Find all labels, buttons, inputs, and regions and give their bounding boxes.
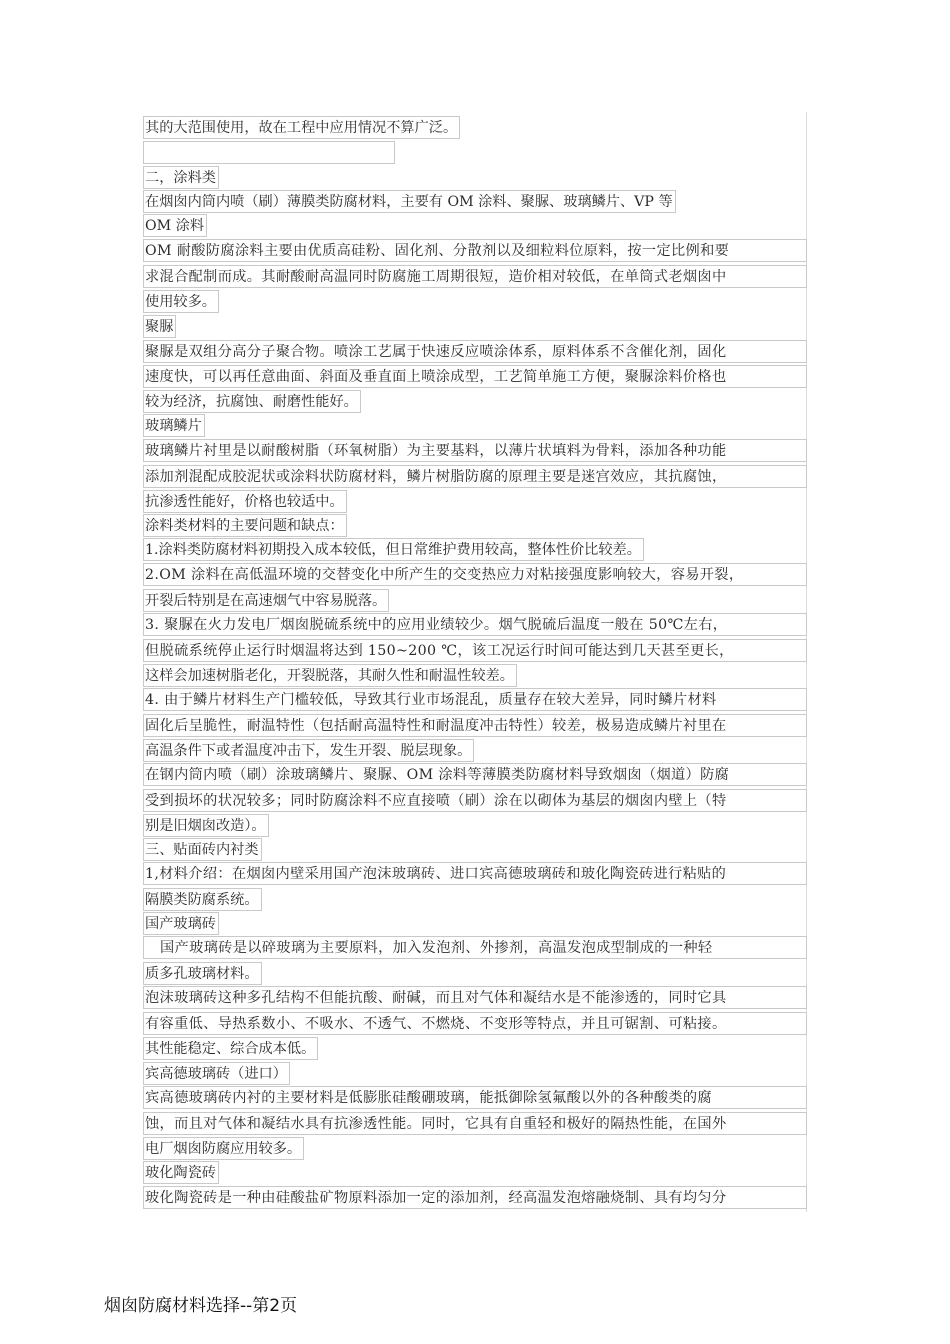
- list-item: 2.OM 涂料在高低温环境的交替变化中所产生的交变热应力对粘接强度影响较大，容易开裂，: [143, 563, 807, 586]
- text-line: 电厂烟囱防腐应用较多。: [143, 1137, 304, 1160]
- text-line: 国产玻璃砖是以碎玻璃为主要原料，加入发泡剂、外掺剂，高温发泡成型制成的一种轻: [143, 936, 807, 959]
- text-line: OM 耐酸防腐涂料主要由优质高硅粉、固化剂、分散剂以及细粒料位原料，按一定比例和要: [143, 239, 807, 262]
- section-heading: 二，涂料类: [143, 166, 219, 189]
- subheading: 玻璃鳞片: [143, 414, 205, 437]
- text-line: 泡沫玻璃砖这种多孔结构不但能抗酸、耐碱，而且对气体和凝结水是不能渗透的，同时它具: [143, 986, 807, 1009]
- text-line: 蚀，而且对气体和凝结水具有抗渗透性能。同时，它具有自重轻和极好的隔热性能，在国外: [143, 1112, 807, 1135]
- list-item: 4. 由于鳞片材料生产门槛较低，导致其行业市场混乱，质量存在较大差异，同时鳞片材料: [143, 688, 807, 711]
- subheading: 宾高德玻璃砖（进口）: [143, 1062, 290, 1085]
- subheading: OM 涂料: [143, 214, 207, 237]
- text-line: 添加剂混配成胶泥状或涂料状防腐材料，鳞片树脂防腐的原理主要是迷宫效应，其抗腐蚀，: [143, 465, 807, 488]
- text-line: 宾高德玻璃砖内衬的主要材料是低膨胀硅酸硼玻璃，能抵御除氢氟酸以外的各种酸类的腐: [143, 1086, 807, 1109]
- text-line: 聚脲是双组分高分子聚合物。喷涂工艺属于快速反应喷涂体系，原料体系不含催化剂，固化: [143, 340, 807, 363]
- text-line: 抗渗透性能好，价格也较适中。: [143, 490, 347, 513]
- text-line: 在钢内筒内喷（刷）涂玻璃鳞片、聚脲、OM 涂料等薄膜类防腐材料导致烟囱（烟道）防腐: [143, 763, 807, 786]
- text-line: 隔膜类防腐系统。: [143, 888, 262, 911]
- text-line: 较为经济，抗腐蚀、耐磨性能好。: [143, 390, 361, 413]
- text-line: 但脱硫系统停止运行时烟温将达到 150~200 ℃，该工况运行时间可能达到几天甚至更长，: [143, 639, 807, 662]
- list-item: 3. 聚脲在火力发电厂烟囱脱硫系统中的应用业绩较少。烟气脱硫后温度一般在 50℃左右，: [143, 613, 807, 636]
- list-item: 1.涂料类防腐材料初期投入成本较低，但日常维护费用较高，整体性价比较差。: [143, 538, 644, 561]
- text-line: 其的大范围使用，故在工程中应用情况不算广泛。: [143, 116, 460, 139]
- subheading: 玻化陶瓷砖: [143, 1161, 219, 1184]
- text-line: 1,材料介绍：在烟囱内壁采用国产泡沫玻璃砖、进口宾高德玻璃砖和玻化陶瓷砖进行粘贴的: [143, 862, 807, 885]
- text-line: 开裂后特别是在高速烟气中容易脱落。: [143, 589, 389, 612]
- text-line: 在烟囱内筒内喷（刷）薄膜类防腐材料，主要有 OM 涂料、聚脲、玻璃鳞片、VP 等: [143, 190, 676, 213]
- text-line: 玻璃鳞片衬里是以耐酸树脂（环氧树脂）为主要基料，以薄片状填料为骨料，添加各种功能: [143, 439, 807, 462]
- text-line: 质多孔玻璃材料。: [143, 962, 262, 985]
- section-heading: 三、贴面砖内衬类: [143, 838, 262, 861]
- text-line: 玻化陶瓷砖是一种由硅酸盐矿物原料添加一定的添加剂，经高温发泡熔融烧制、具有均匀分: [143, 1186, 807, 1209]
- text-line: 受到损坏的状况较多；同时防腐涂料不应直接喷（刷）涂在以砌体为基层的烟囱内壁上（特: [143, 789, 807, 812]
- text-line: 使用较多。: [143, 290, 219, 313]
- page-footer: 烟囱防腐材料选择--第2页: [104, 1296, 298, 1316]
- text-line: 求混合配制而成。其耐酸耐高温同时防腐施工周期很短，造价相对较低，在单筒式老烟囱中: [143, 265, 807, 288]
- text-line: 高温条件下或者温度冲击下，发生开裂、脱层现象。: [143, 739, 474, 762]
- subheading: 涂料类材料的主要问题和缺点：: [143, 514, 347, 537]
- text-line: 速度快，可以再任意曲面、斜面及垂直面上喷涂成型，工艺简单施工方便，聚脲涂料价格也: [143, 365, 807, 388]
- text-line: 其性能稳定、综合成本低。: [143, 1037, 318, 1060]
- text-line: 这样会加速树脂老化，开裂脱落，其耐久性和耐温性较差。: [143, 664, 517, 687]
- text-line: 固化后呈脆性，耐温特性（包括耐高温特性和耐温度冲击特性）较差，极易造成鳞片衬里在: [143, 714, 807, 737]
- text-line: 别是旧烟囱改造）。: [143, 814, 269, 837]
- subheading: 聚脲: [143, 315, 176, 338]
- text-line: 有容重低、导热系数小、不吸水、不透气、不燃烧、不变形等特点，并且可锯割、可粘接。: [143, 1012, 807, 1035]
- subheading: 国产玻璃砖: [143, 912, 219, 935]
- empty-text-box: [143, 141, 395, 164]
